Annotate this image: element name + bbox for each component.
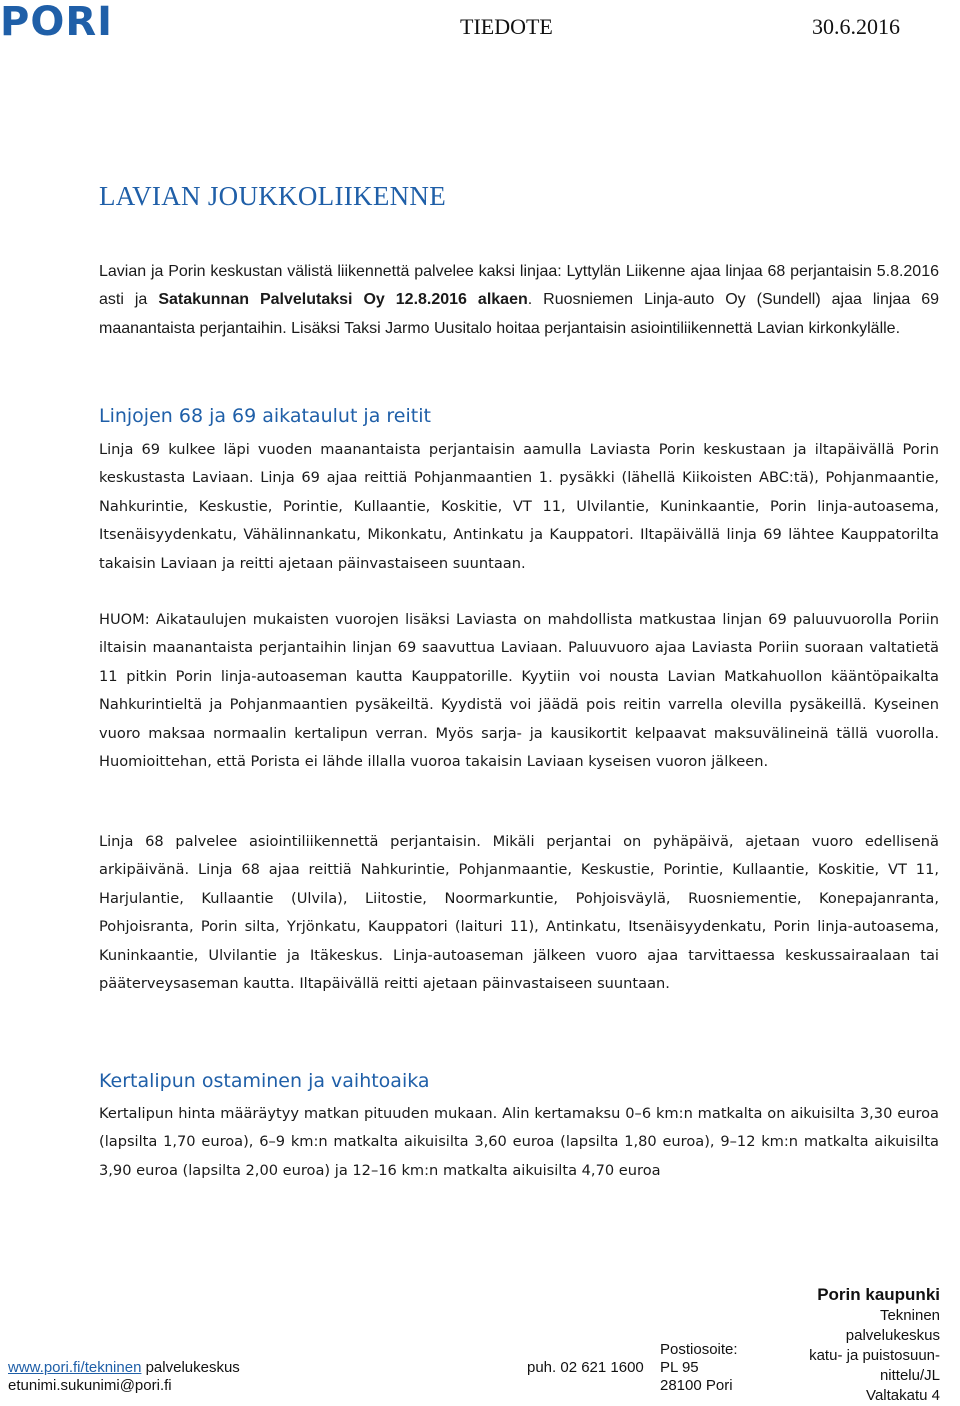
return-trip-paragraph: HUOM: Aikataulujen mukaisten vuorojen lisäksi Laviasta on mahdollista matkustaa linjan 69 paluuvuorolla Poriin iltaisin maanantaista perjantaihin linjan 69 saavuttua Laviaan. Paluuvuoro ajaa Laviasta Poriin suoraan valtatietä 11 pitkin Porin linja-autoaseman kautta Kauppatorille. Kyytiin voi nousta Lavian Matkahuollon kääntöpaikalta Nahkurintieltä ja Pohjanmaantien pysäkeiltä. Kyydistä voi jäädä pois reitin varrella olevilla pysäkeillä. Kyseinen vuoro maksaa normaalin kertalipun verran. Myös sarja- ja kausikortit kelpaavat maksuvälineinä tällä vuorolla. Huomioittehan, että Porista ei lähde illalla vuoroa takaisin Laviaan kyseisen vuoron jälkeen. bbox=[99, 611, 939, 771]
footer-web bbox=[8, 1359, 240, 1377]
intro-text-2: . Ruosniemen Linja-auto Oy (Sundell) ajaa linjaa 69 maanantaista perjantaihin. Lisäksi Taksi Jarmo Uusitalo hoitaa perjantaisin asiointiliikennettä Lavian kirkonkylälle. bbox=[99, 291, 940, 337]
route-69-paragraph: Linja 69 kulkee läpi vuoden maanantaista perjantaisin aamulla Laviasta Porin keskustaan ja iltapäivällä Porin keskustasta Laviaan. Linja 69 ajaa reittiä Pohjanmaantien 1. pysäkki (lähellä Kiikoisten ABC:tä), Pohjanmaantie, Nahkurintie, Keskustie, Porintie, Kullaantie, Koskitie, VT 11, Ulvilantie, Kuninkaantie, Porin linja-autoasema, Itsenäisyydenkatu, Vähälinnankatu, Mikonkatu, Antinkatu ja Kauppatori. Iltapäivällä linja 69 lähtee Kauppatorilta takaisin Laviaan ja reitti ajetaan päinvastaiseen suuntaan. bbox=[99, 441, 939, 572]
website-path-link[interactable]: /tekninen bbox=[80, 1359, 142, 1376]
section-heading-routes: Linjojen 68 ja 69 aikataulut ja reitit bbox=[99, 405, 431, 427]
street-address: Valtakatu 4 bbox=[866, 1387, 940, 1404]
document-title: LAVIAN JOUKKOLIIKENNE bbox=[99, 181, 447, 211]
pori-logo: PORI bbox=[0, 0, 114, 45]
footer-phone: puh. 02 621 1600 bbox=[527, 1359, 644, 1376]
postal-box: PL 95 bbox=[660, 1359, 699, 1376]
intro-bold-text: Satakunnan Palvelutaksi Oy 12.8.2016 alkaen bbox=[158, 291, 528, 309]
intro-text-1: Lavian ja Porin keskustan välistä liikennettä palvelee kaksi linjaa: Lyttylän Liikenne ajaa linjaa 68 perjantaisin 5.8.2016 asti ja bbox=[99, 263, 939, 309]
website-suffix: palvelukeskus bbox=[141, 1359, 240, 1376]
department-line-2: palvelukeskus bbox=[845, 1327, 940, 1344]
section-heading-tickets: Kertalipun ostaminen ja vaihtoaika bbox=[99, 1070, 430, 1092]
document-type: TIEDOTE bbox=[460, 14, 553, 39]
postal-code: 28100 Pori bbox=[660, 1377, 733, 1394]
footer-email: etunimi.sukunimi@pori.fi bbox=[8, 1377, 172, 1394]
department-line-3: katu- ja puistosuun- bbox=[809, 1347, 940, 1364]
department-line-1: Tekninen bbox=[879, 1307, 940, 1324]
department-line-4: nittelu/JL bbox=[879, 1367, 940, 1384]
intro-paragraph bbox=[99, 258, 939, 343]
website-link[interactable]: www.pori.fi bbox=[8, 1359, 81, 1376]
document-date: 30.6.2016 bbox=[812, 14, 900, 39]
postal-label: Postiosoite: bbox=[660, 1341, 738, 1358]
organization-name: Porin kaupunki bbox=[817, 1285, 940, 1304]
ticket-price-paragraph: Kertalipun hinta määräytyy matkan pituuden mukaan. Alin kertamaksu 0–6 km:n matkalta on aikuisilta 3,30 euroa (lapsilta 1,70 euroa), 6–9 km:n matkalta aikuisilta 3,60 euroa (lapsilta 1,80 euroa), 9–12 km:n matkalta aikuisilta 3,90 euroa (lapsilta 2,00 euroa) ja 12–16 km:n matkalta aikuisilta 4,70 euroa bbox=[99, 1105, 939, 1179]
department-block bbox=[770, 1306, 940, 1406]
route-68-paragraph: Linja 68 palvelee asiointiliikennettä perjantaisin. Mikäli perjantai on pyhäpäivä, ajetaan vuoro edellisenä arkipäivänä. Linja 68 ajaa reittiä Nahkurintie, Pohjanmaantie, Keskustie, Porintie, Kullaantie, Koskitie, VT 11, Harjulantie, Kullaantie (Ulvila), Liitostie, Noormarkuntie, Pohjoisväylä, Ruosniementie, Konepajanranta, Pohjoisranta, Porin silta, Yrjönkatu, Kauppatori (laituri 11), Antinkatu, Itsenäisyydenkatu, Porin linja-autoasema, Kuninkaantie, Ulvilantie ja Itäkeskus. Linja-autoaseman jälkeen vuoro ajaa tarvittaessa keskussairaalaan tai pääterveysaseman kautta. Iltapäivällä reitti ajetaan päinvastaiseen suuntaan. bbox=[99, 833, 939, 993]
